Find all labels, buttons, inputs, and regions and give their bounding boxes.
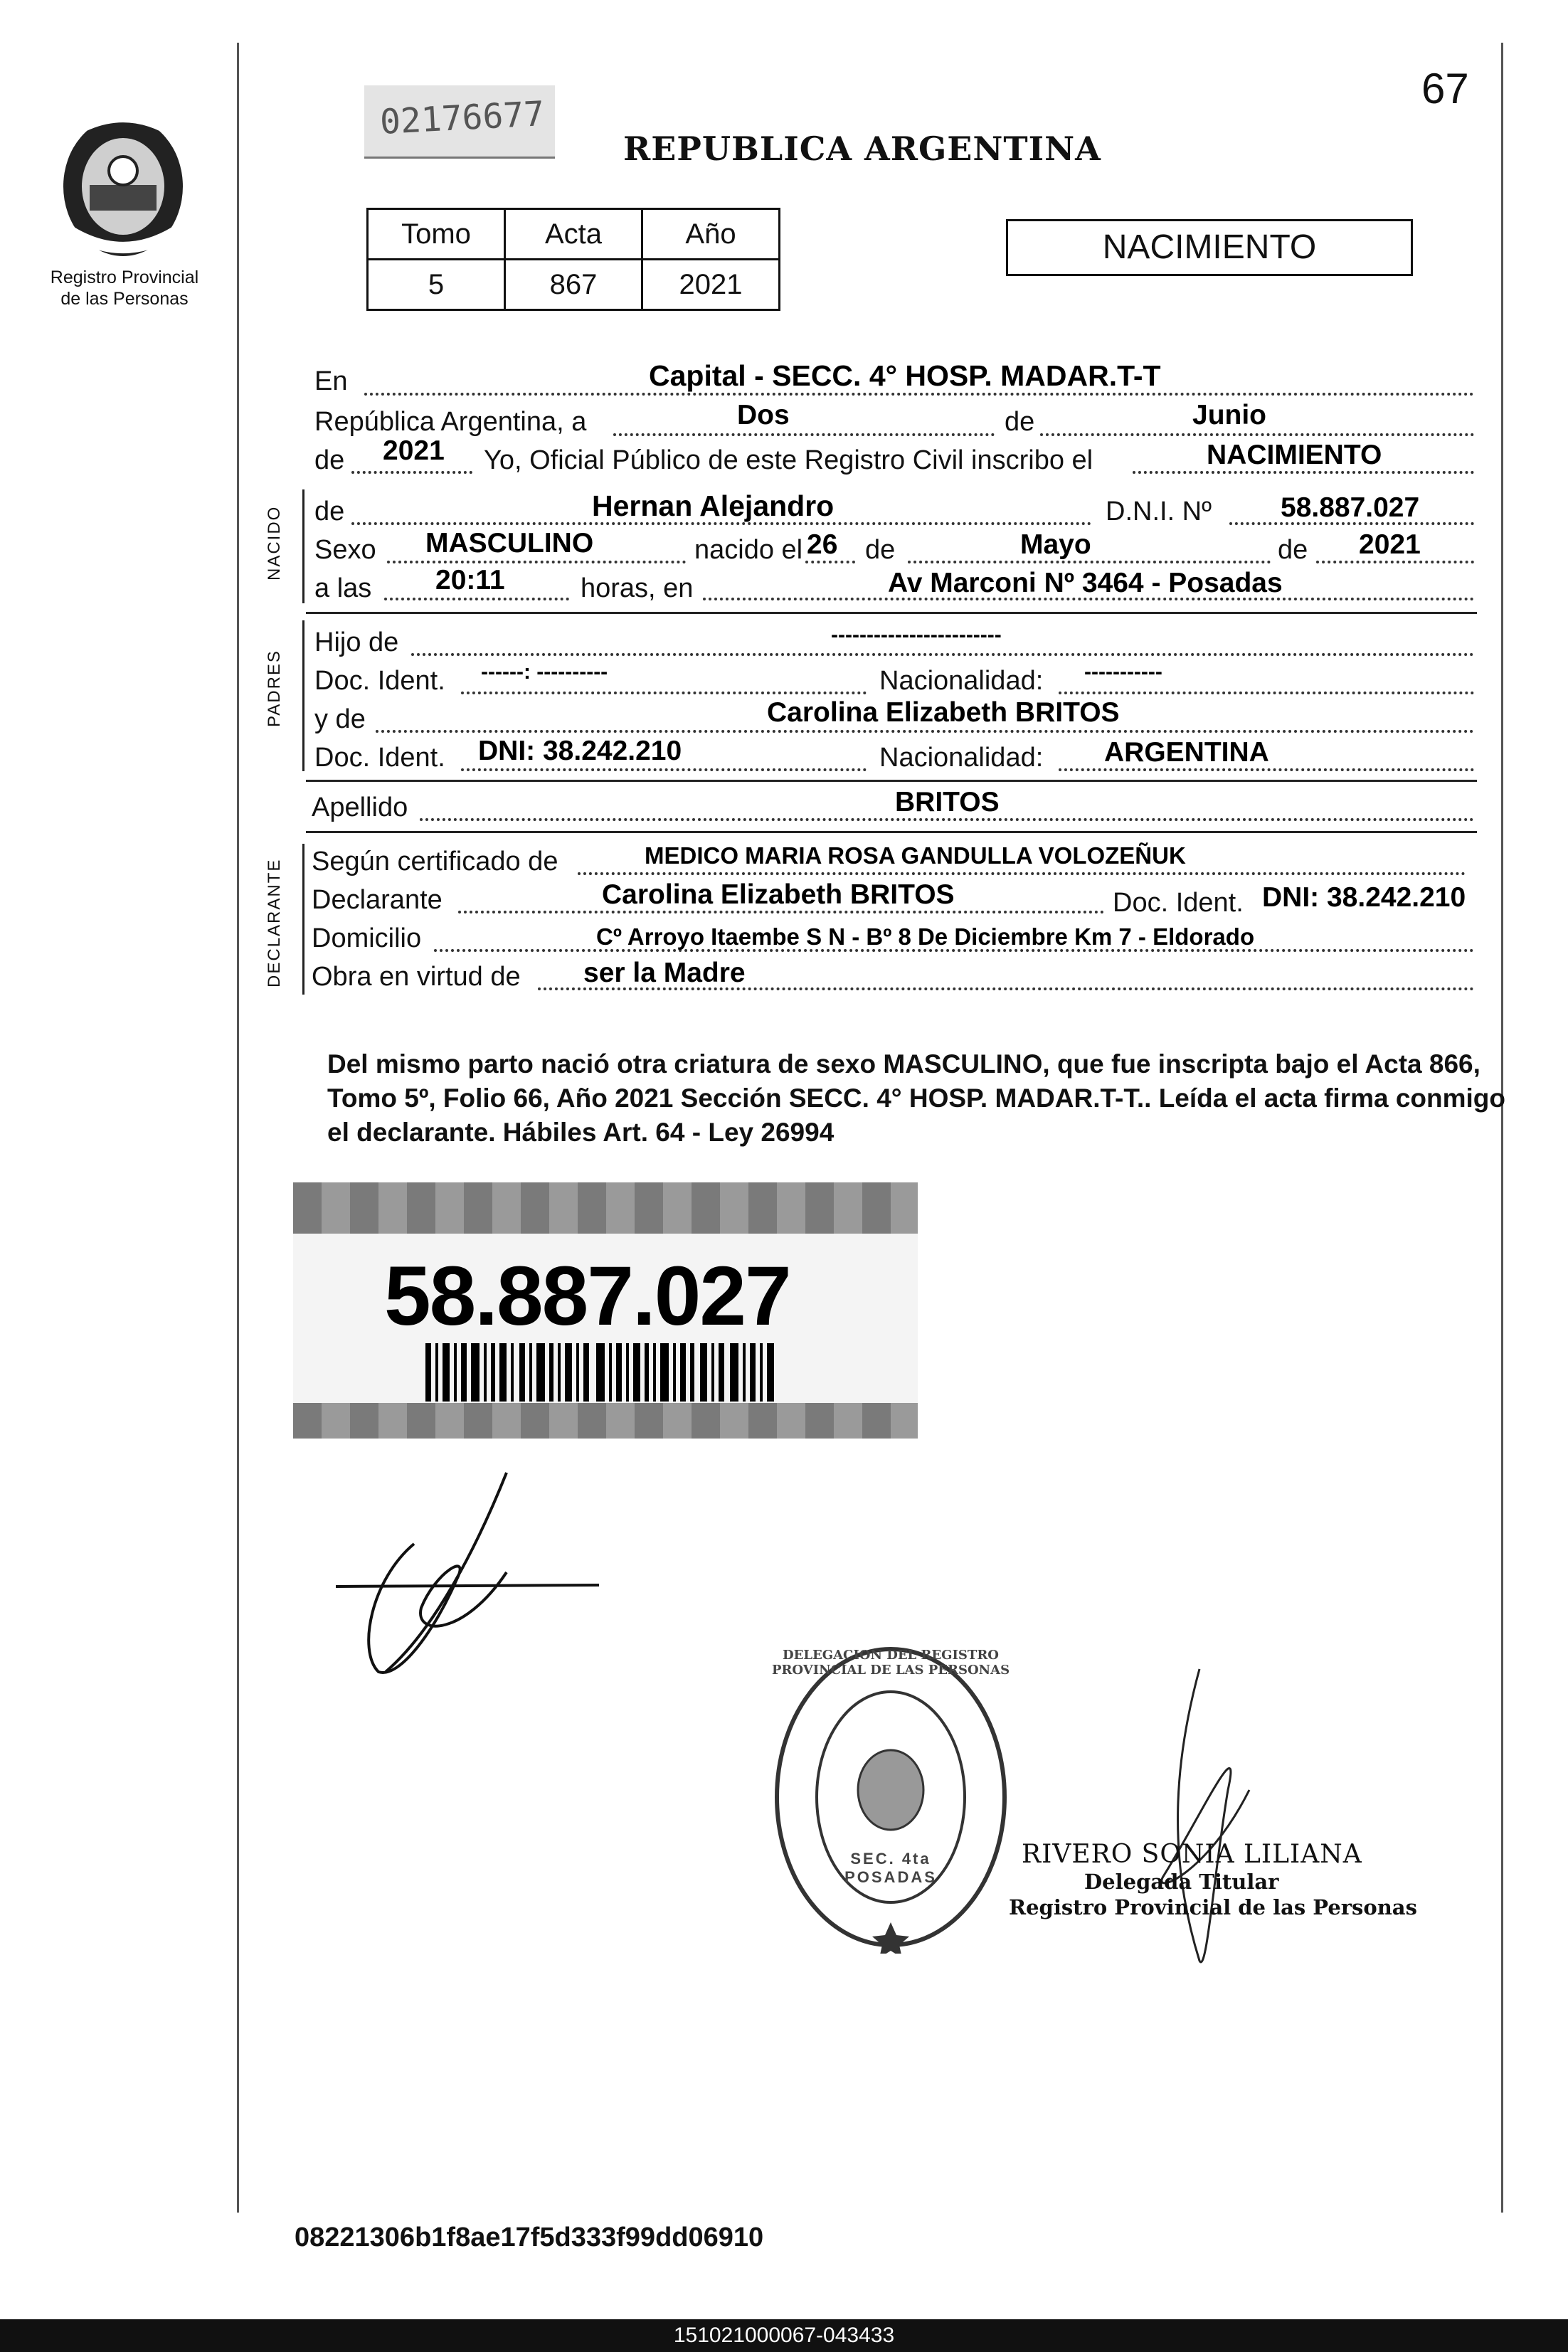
value-madre: Carolina Elizabeth BRITOS (767, 697, 1120, 728)
value-nac-dia: 26 (807, 529, 838, 560)
label-de-nac-mes: de (865, 535, 896, 565)
barcode-sticker (293, 1182, 918, 1439)
value-declarante: Carolina Elizabeth BRITOS (602, 879, 955, 910)
declarant-signature-icon (329, 1466, 606, 1679)
label-apellido: Apellido (312, 793, 408, 822)
value-inscribe: NACIMIENTO (1207, 440, 1382, 470)
value-dia: Dos (737, 400, 790, 430)
value-dni: 58.887.027 (1281, 492, 1420, 523)
issuer-line-1: Registro Provincial (50, 267, 199, 287)
barcode-icon (425, 1343, 774, 1402)
footer-code: 151021000067-043433 (673, 2324, 895, 2347)
value-padre: ------------------------ (831, 623, 1002, 647)
value-obra: ser la Madre (583, 958, 746, 988)
sticker-number: 58.887.027 (384, 1249, 790, 1343)
value-madre-doc: DNI: 38.242.210 (478, 736, 682, 766)
observations-text: Del mismo parto nació otra criatura de sexo MASCULINO, que fue inscripta bajo el Acta 866, Tomo 5º, Folio 66, Año 2021 Sección SECC. 4° HOSP. MADAR.T-T.. Leída el acta firma conmigo el declarante. Hábiles Art. 64 - Ley 26994 (327, 1049, 1506, 1147)
act-type: NACIMIENTO (1102, 228, 1317, 266)
sticker-band-bottom (293, 1403, 918, 1439)
divider-1 (306, 612, 1477, 614)
dots-nac-mes (908, 561, 1271, 563)
official-role: Delegada Titular (1084, 1870, 1279, 1894)
label-doc-ident-2: Doc. Ident. (314, 743, 445, 773)
label-dni: D.N.I. Nº (1106, 497, 1212, 526)
dots-madre-nac (1059, 768, 1474, 771)
issuer-line-2: de las Personas (60, 289, 189, 309)
stamp-center-text: SEC. 4ta POSADAS (844, 1850, 937, 1886)
value-hora: 20:11 (435, 565, 505, 595)
value-nac-anio: 2021 (1359, 529, 1421, 560)
label-segun: Según certificado de (312, 847, 558, 876)
value-anio: 2021 (383, 435, 445, 466)
value-padre-nac: ----------- (1084, 660, 1162, 684)
label-domicilio: Domicilio (312, 923, 422, 953)
value-mes: Junio (1192, 400, 1266, 430)
dots-mes (1040, 433, 1474, 436)
registry-table (366, 208, 780, 311)
stamp-ring-text: DELEGACION DEL REGISTRO PROVINCIAL DE LAS PERSONAS (771, 1648, 1010, 1678)
value-padre-doc: ------: ---------- (481, 660, 608, 684)
page-number: 67 (1421, 65, 1469, 112)
official-org: Registro Provincial de las Personas (1009, 1895, 1417, 1919)
label-republica: República Argentina, a (314, 407, 587, 437)
value-sexo: MASCULINO (425, 528, 594, 558)
official-name: RIVERO SONIA LILIANA (1022, 1840, 1362, 1869)
dots-padre (411, 653, 1474, 656)
value-declarante-doc: DNI: 38.242.210 (1262, 882, 1466, 913)
value-madre-nac: ARGENTINA (1104, 737, 1269, 768)
label-nacido-el: nacido el (694, 535, 803, 565)
label-de-nac-anio: de (1278, 535, 1308, 565)
official-signature-icon (1135, 1662, 1256, 1975)
value-apellido: BRITOS (895, 787, 1000, 817)
label-yo-oficial: Yo, Oficial Público de este Registro Civil inscribo el (484, 445, 1093, 475)
label-a-las: a las (314, 573, 372, 603)
value-nombre: Hernan Alejandro (592, 489, 835, 522)
dots-declarante (458, 911, 1104, 913)
label-en: En (314, 366, 348, 396)
table-value-tomo: 5 (368, 260, 505, 310)
section-bar-nacido (302, 489, 304, 603)
label-doc-ident-3: Doc. Ident. (1113, 888, 1244, 918)
label-declarante: Declarante (312, 885, 443, 915)
dots-anio (351, 471, 472, 474)
label-horas-en: horas, en (581, 573, 694, 603)
dots-sexo (387, 561, 686, 563)
label-y-de: y de (314, 704, 366, 734)
document-title: REPUBLICA ARGENTINA (623, 129, 1101, 168)
table-header-anio: Año (642, 209, 780, 260)
value-lugar: Capital - SECC. 4° HOSP. MADAR.T-T (649, 359, 1161, 392)
dots-madre (376, 730, 1474, 733)
dots-padre-doc (461, 692, 867, 694)
dots-nac-dia (805, 561, 855, 563)
table-value-acta: 867 (505, 260, 642, 310)
label-de-mes: de (1005, 407, 1035, 437)
dots-certificado (578, 872, 1466, 875)
side-label-padres: PADRES (265, 650, 284, 727)
divider-2 (306, 780, 1477, 782)
label-de-nombre: de (314, 497, 345, 526)
section-bar-declarante (302, 844, 304, 995)
dots-nac-anio (1316, 561, 1474, 563)
value-certificado: MEDICO MARIA ROSA GANDULLA VOLOZEÑUK (645, 842, 1186, 869)
table-header-acta: Acta (505, 209, 642, 260)
serial-number: 02176677 (378, 93, 546, 143)
value-lugar-nac: Av Marconi Nº 3464 - Posadas (888, 568, 1283, 598)
label-nacionalidad-2: Nacionalidad: (879, 743, 1044, 773)
divider-3 (306, 831, 1477, 833)
dots-dia (613, 433, 995, 436)
side-label-declarante: DECLARANTE (265, 858, 284, 987)
label-doc-ident: Doc. Ident. (314, 666, 445, 696)
dots-apellido (420, 818, 1474, 821)
value-nac-mes: Mayo (1020, 529, 1091, 560)
value-domicilio: Cº Arroyo Itaembe S N - Bº 8 De Diciembre Km 7 - Eldorado (596, 923, 1255, 950)
official-stamp (771, 1641, 1010, 1954)
verification-hash: 08221306b1f8ae17f5d333f99dd06910 (295, 2223, 764, 2252)
dots-inscribe (1133, 471, 1474, 474)
dots-madre-doc (461, 768, 867, 771)
label-nacionalidad: Nacionalidad: (879, 666, 1044, 696)
table-header-tomo: Tomo (368, 209, 505, 260)
act-type-box (1006, 219, 1413, 276)
table-value-anio: 2021 (642, 260, 780, 310)
dots-lugar (364, 393, 1474, 396)
label-hijo-de: Hijo de (314, 627, 399, 657)
serial-stamp (364, 85, 555, 159)
provincial-seal-icon (55, 107, 191, 260)
label-de-anio: de (314, 445, 345, 475)
dots-hora (384, 598, 569, 600)
section-bar-padres (302, 620, 304, 771)
sticker-band-top (293, 1182, 918, 1234)
stamp-seal-icon (771, 1641, 1010, 1954)
left-margin-line (237, 43, 239, 2213)
footer-bar (0, 2319, 1568, 2352)
label-obra: Obra en virtud de (312, 962, 521, 992)
label-sexo: Sexo (314, 535, 376, 565)
dots-padre-nac (1059, 692, 1474, 694)
side-label-nacido: NACIDO (265, 505, 284, 581)
